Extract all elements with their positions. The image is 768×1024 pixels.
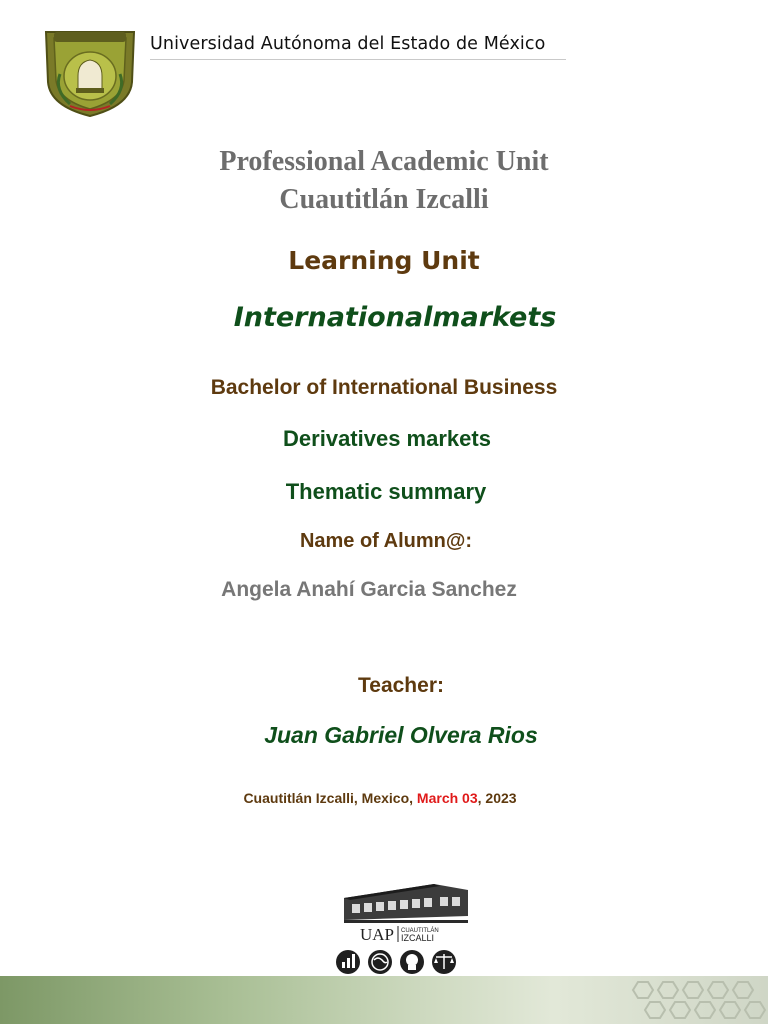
uap-brand-text: UAP xyxy=(360,925,395,944)
degree-name: Bachelor of International Business xyxy=(210,376,558,399)
topic-title: Derivatives markets xyxy=(283,426,491,451)
globe-icon xyxy=(368,950,392,974)
campus-line1: CUAUTITLÁN xyxy=(401,928,439,934)
academic-unit-line2: Cuautitlán Izcalli xyxy=(279,184,489,215)
uap-campus-logo xyxy=(330,868,474,980)
student-name: Angela Anahí Garcia Sanchez xyxy=(221,578,517,601)
date-separator: , xyxy=(409,790,417,806)
header-divider xyxy=(150,59,566,60)
hexagon-pattern-decoration xyxy=(618,976,768,1024)
learning-unit-label: Learning Unit xyxy=(288,246,480,275)
teacher-label: Teacher: xyxy=(358,674,444,697)
head-profile-icon xyxy=(400,950,424,974)
finance-chart-icon xyxy=(336,950,360,974)
place: Cuautitlán Izcalli, Mexico xyxy=(243,790,410,806)
scales-of-justice-icon xyxy=(432,950,456,974)
university-seal-logo xyxy=(40,22,140,118)
learning-unit-name: Internationalmarkets xyxy=(233,302,557,333)
year-separator: , xyxy=(477,790,486,806)
teacher-name: Juan Gabriel Olvera Rios xyxy=(264,722,538,748)
place-and-date xyxy=(0,790,768,806)
campus-building-icon xyxy=(330,868,474,980)
document-type: Thematic summary xyxy=(285,479,487,504)
campus-line2: IZCALLI xyxy=(401,933,435,943)
student-label: Name of Alumn@: xyxy=(299,530,473,552)
university-name: Universidad Autónoma del Estado de México xyxy=(150,34,546,54)
academic-unit-line1: Professional Academic Unit xyxy=(219,146,549,177)
year: 2023 xyxy=(485,790,517,806)
date-highlight: March 03 xyxy=(416,790,478,806)
